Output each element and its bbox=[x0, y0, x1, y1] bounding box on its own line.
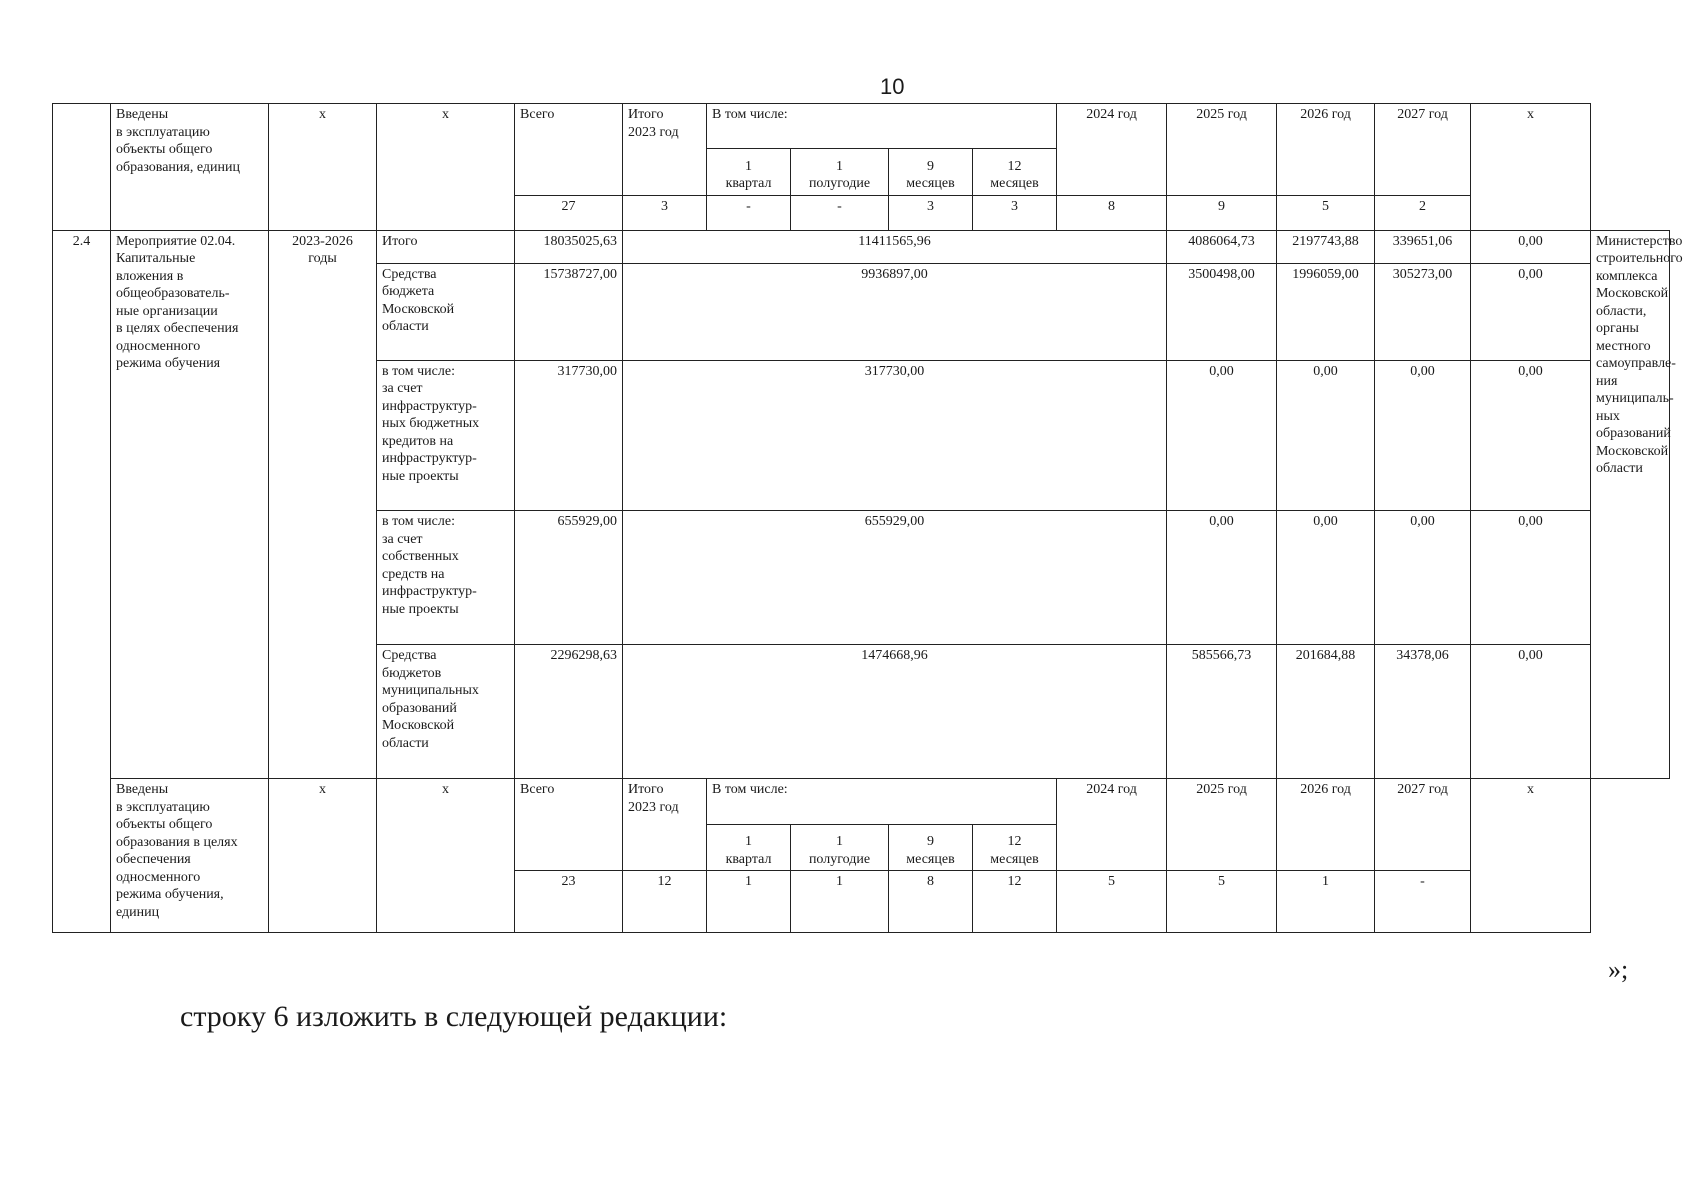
top-indicator-label: Введены в эксплуатацию объекты общего образования, единиц bbox=[111, 104, 269, 231]
top-header-including: В том числе: bbox=[707, 104, 1057, 149]
measure-source: Итого bbox=[377, 230, 515, 263]
top-header-m9: 9 месяцев bbox=[889, 149, 973, 195]
top-value-2024: 8 bbox=[1057, 195, 1167, 230]
top-header-2027: 2027 год bbox=[1375, 104, 1471, 196]
top-header-total: Всего bbox=[515, 104, 623, 196]
measure-2023: 317730,00 bbox=[623, 360, 1167, 511]
bottom-indicator-header-row bbox=[53, 779, 1670, 824]
bottom-value-m9: 8 bbox=[889, 871, 973, 933]
top-value-total: 27 bbox=[515, 195, 623, 230]
bottom-header-total: Всего bbox=[515, 779, 623, 871]
bottom-header-2025: 2025 год bbox=[1167, 779, 1277, 871]
measure-2025: 1996059,00 bbox=[1277, 263, 1375, 360]
measure-2027: 0,00 bbox=[1471, 360, 1591, 511]
bottom-header-total-2023: Итого 2023 год bbox=[623, 779, 707, 871]
bottom-header-2026: 2026 год bbox=[1277, 779, 1375, 871]
measure-total: 655929,00 bbox=[515, 511, 623, 645]
top-header-total-2023: Итого 2023 год bbox=[623, 104, 707, 196]
measure-source: в том числе: за счет собственных средств на инфраструктур- ные проекты bbox=[377, 511, 515, 645]
top-value-m12: 3 bbox=[973, 195, 1057, 230]
bottom-value-q1: 1 bbox=[707, 871, 791, 933]
top-header-2024: 2024 год bbox=[1057, 104, 1167, 196]
bottom-value-total: 23 bbox=[515, 871, 623, 933]
bottom-value-2025: 5 bbox=[1167, 871, 1277, 933]
top-value-2025: 9 bbox=[1167, 195, 1277, 230]
measure-2025: 0,00 bbox=[1277, 360, 1375, 511]
top-value-h1: - bbox=[791, 195, 889, 230]
bottom-header-2024: 2024 год bbox=[1057, 779, 1167, 871]
measure-responsible: Министерство строительного комплекса Московской области, органы местного самоуправле- ния муниципаль- ных образований Московской области bbox=[1591, 230, 1670, 779]
measure-source: Средства бюджета Московской области bbox=[377, 263, 515, 360]
measure-total: 18035025,63 bbox=[515, 230, 623, 263]
measure-row-total bbox=[53, 230, 1670, 263]
measure-2023: 1474668,96 bbox=[623, 645, 1167, 779]
page-number: 10 bbox=[880, 74, 905, 99]
top-header-2025: 2025 год bbox=[1167, 104, 1277, 196]
measure-2023: 11411565,96 bbox=[623, 230, 1167, 263]
measure-2025: 2197743,88 bbox=[1277, 230, 1375, 263]
measure-2024: 0,00 bbox=[1167, 511, 1277, 645]
bottom-header-h1: 1 полугодие bbox=[791, 824, 889, 870]
top-value-m9: 3 bbox=[889, 195, 973, 230]
measure-2027: 0,00 bbox=[1471, 645, 1591, 779]
bottom-value-2026: 1 bbox=[1277, 871, 1375, 933]
closing-quote: »; bbox=[1608, 955, 1629, 984]
top-value-total-2023: 3 bbox=[623, 195, 707, 230]
measure-2026: 305273,00 bbox=[1375, 263, 1471, 360]
top-header-m12: 12 месяцев bbox=[973, 149, 1057, 195]
measure-2026: 339651,06 bbox=[1375, 230, 1471, 263]
top-value-q1: - bbox=[707, 195, 791, 230]
measure-number: 2.4 bbox=[53, 230, 111, 932]
bottom-header-including: В том числе: bbox=[707, 779, 1057, 824]
measure-2027: 0,00 bbox=[1471, 263, 1591, 360]
top-indicator-period: х bbox=[269, 104, 377, 231]
bottom-indicator-source: х bbox=[377, 779, 515, 933]
measure-2027: 0,00 bbox=[1471, 511, 1591, 645]
bottom-value-m12: 12 bbox=[973, 871, 1057, 933]
top-value-2026: 5 bbox=[1277, 195, 1375, 230]
program-table bbox=[52, 103, 1683, 933]
bottom-header-responsible: х bbox=[1471, 779, 1591, 933]
measure-source: Средства бюджетов муниципальных образований Московской области bbox=[377, 645, 515, 779]
bottom-header-q1: 1 квартал bbox=[707, 824, 791, 870]
measure-name: Мероприятие 02.04. Капитальные вложения в общеобразователь- ные организации в целях обеспечения односменного режима обучения bbox=[111, 230, 269, 779]
bottom-value-total-2023: 12 bbox=[623, 871, 707, 933]
measure-source: в том числе: за счет инфраструктур- ных бюджетных кредитов на инфраструктур- ные проекты bbox=[377, 360, 515, 511]
measure-2024: 3500498,00 bbox=[1167, 263, 1277, 360]
top-header-h1: 1 полугодие bbox=[791, 149, 889, 195]
bottom-header-m12: 12 месяцев bbox=[973, 824, 1057, 870]
bottom-header-m9: 9 месяцев bbox=[889, 824, 973, 870]
measure-2026: 34378,06 bbox=[1375, 645, 1471, 779]
measure-2026: 0,00 bbox=[1375, 511, 1471, 645]
bottom-value-2027: - bbox=[1375, 871, 1471, 933]
measure-2026: 0,00 bbox=[1375, 360, 1471, 511]
top-header-2026: 2026 год bbox=[1277, 104, 1375, 196]
bottom-value-h1: 1 bbox=[791, 871, 889, 933]
instruction-text: строку 6 изложить в следующей редакции: bbox=[180, 1000, 728, 1033]
measure-2027: 0,00 bbox=[1471, 230, 1591, 263]
measure-period: 2023-2026 годы bbox=[269, 230, 377, 779]
measure-2024: 585566,73 bbox=[1167, 645, 1277, 779]
top-header-q1: 1 квартал bbox=[707, 149, 791, 195]
top-header-responsible: х bbox=[1471, 104, 1591, 231]
measure-total: 15738727,00 bbox=[515, 263, 623, 360]
measure-2025: 201684,88 bbox=[1277, 645, 1375, 779]
measure-2023: 655929,00 bbox=[623, 511, 1167, 645]
measure-2024: 4086064,73 bbox=[1167, 230, 1277, 263]
top-indicator-header-row bbox=[53, 104, 1670, 149]
measure-2025: 0,00 bbox=[1277, 511, 1375, 645]
measure-total: 317730,00 bbox=[515, 360, 623, 511]
top-indicator-source: х bbox=[377, 104, 515, 231]
top-value-2027: 2 bbox=[1375, 195, 1471, 230]
bottom-header-2027: 2027 год bbox=[1375, 779, 1471, 871]
bottom-value-2024: 5 bbox=[1057, 871, 1167, 933]
measure-total: 2296298,63 bbox=[515, 645, 623, 779]
bottom-indicator-period: х bbox=[269, 779, 377, 933]
bottom-indicator-label: Введены в эксплуатацию объекты общего образования в целях обеспечения односменного режима обучения, единиц bbox=[111, 779, 269, 933]
measure-2023: 9936897,00 bbox=[623, 263, 1167, 360]
top-indicator-number-cell bbox=[53, 104, 111, 231]
measure-2024: 0,00 bbox=[1167, 360, 1277, 511]
